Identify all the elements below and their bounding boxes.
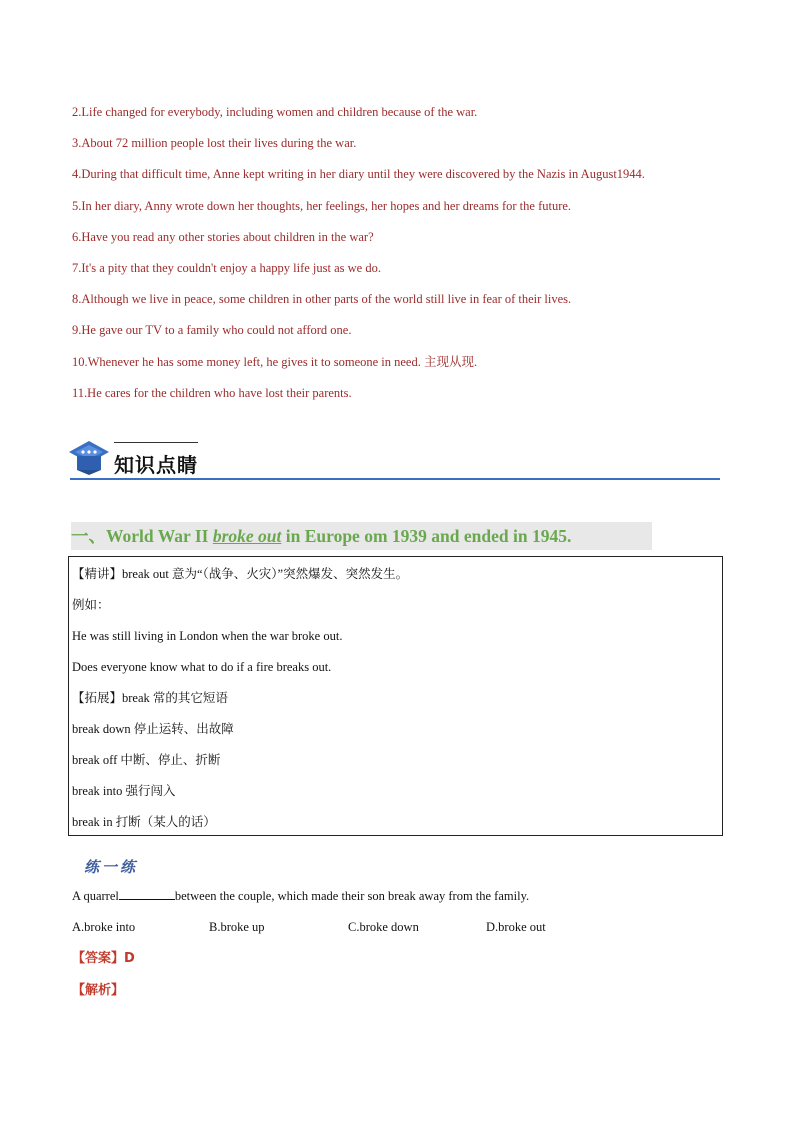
box-line: He was still living in London when the war broke out. [72, 629, 343, 643]
section-title: 知识点睛 [114, 453, 198, 477]
example-sentence-list [72, 102, 732, 414]
box-line: break off 中断、停止、折断 [72, 753, 221, 767]
point-suffix: in Europe om 1939 and ended in 1945. [281, 526, 572, 546]
question-before: A quarrel [72, 889, 119, 903]
section-title-overline [114, 442, 198, 443]
section-divider [70, 478, 720, 480]
knowledge-point-heading [71, 522, 652, 550]
explanation-box [68, 556, 723, 836]
point-phrase: broke out [212, 526, 282, 546]
graduation-cap-icon [68, 439, 110, 475]
box-line: break in 打断（某人的话） [72, 815, 216, 829]
section-header [68, 437, 722, 481]
option-a[interactable]: A.broke into [72, 920, 136, 934]
option-d[interactable]: D.broke out [486, 920, 546, 934]
sentence-11: 11.He cares for the children who have lost their parents. [72, 385, 352, 400]
option-c[interactable]: C.broke down [348, 920, 419, 934]
box-line: 【精讲】break out 意为“（战争、火灾）”突然爆发、突然发生。 [72, 567, 409, 581]
sentence-4: 4.During that difficult time, Anne kept writing in her diary until they were discovered by the Nazis in August1944. [72, 167, 645, 182]
practice-question [72, 886, 529, 906]
sentence-7: 7.It's a pity that they couldn't enjoy a happy life just as we do. [72, 260, 381, 275]
box-line: Does everyone know what to do if a fire breaks out. [72, 660, 332, 674]
point-prefix: 一、World War II [71, 526, 213, 546]
sentence-2: 2.Life changed for everybody, including women and children because of the war. [72, 105, 478, 119]
sentence-10: 10.Whenever he has some money left, he gives it to someone in need. 主现从现. [72, 354, 478, 369]
option-b[interactable]: B.broke up [209, 920, 265, 934]
sentence-6: 6.Have you read any other stories about children in the war? [72, 229, 374, 244]
answer-label: 【答案】D [72, 951, 135, 966]
sentence-9: 9.He gave our TV to a family who could not afford one. [72, 323, 352, 338]
answer-blank[interactable] [119, 887, 175, 900]
sentence-8: 8.Although we live in peace, some children in other parts of the world still live in fear of their lives. [72, 292, 572, 307]
box-line: break down 停止运转、出故障 [72, 722, 234, 736]
sentence-5: 5.In her diary, Anny wrote down her thoughts, her feelings, her hopes and her dreams for the future. [72, 198, 572, 213]
box-line: 【拓展】break 常的其它短语 [72, 691, 228, 705]
question-after: between the couple, which made their son break away from the family. [174, 889, 530, 903]
sentence-3: 3.About 72 million people lost their lives during the war. [72, 136, 357, 151]
explanation-label: 【解析】 [72, 983, 125, 998]
box-line: 例如： [72, 598, 110, 612]
box-line: break into 强行闯入 [72, 784, 176, 798]
practice-title: 练一练 [84, 858, 139, 876]
